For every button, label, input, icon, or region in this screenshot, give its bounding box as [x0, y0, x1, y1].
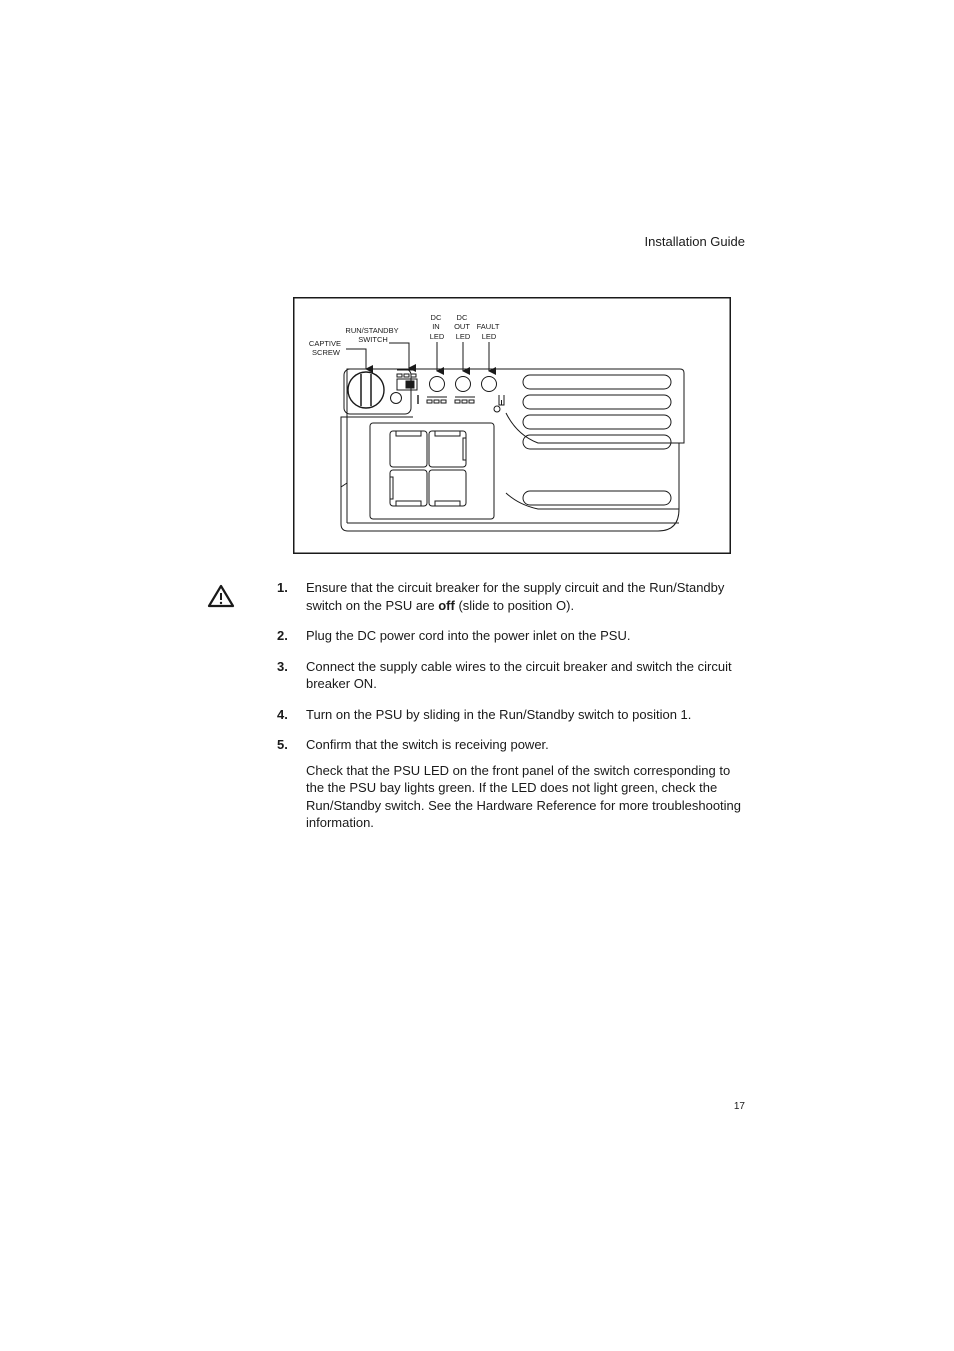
callout-run-standby-switch: RUN/STANDBY SWITCH	[345, 326, 399, 344]
fault-led	[482, 377, 505, 413]
step-number: 4.	[277, 706, 288, 722]
step-text: Ensure that the circuit breaker for the supply circuit and the Run/Standby switch on the PSU are off (slide to position O).	[306, 580, 725, 613]
captive-screw	[344, 369, 411, 414]
step-text: Turn on the PSU by sliding in the Run/Standby switch to position 1.	[306, 706, 692, 722]
callout-captive-screw: CAPTIVE SCREW	[308, 339, 341, 357]
installation-steps	[277, 579, 747, 845]
running-header: Installation Guide	[644, 234, 745, 249]
dc-out-led	[455, 377, 475, 404]
callout-dc-out-led: DC OUT LED	[454, 313, 471, 341]
step-4	[277, 706, 747, 724]
emphasis-off: off	[438, 597, 455, 613]
step-5	[277, 736, 747, 832]
power-inlet	[370, 423, 494, 519]
callout-arrows	[346, 342, 489, 371]
step-note: Check that the PSU LED on the front panel of the switch corresponding to the the PSU bay lights green. If the LED does not light green, check the Run/Standby switch. See the Hardware Reference for more troubleshooting information.	[306, 762, 742, 830]
step-number: 2.	[277, 628, 288, 643]
run-standby-switch	[391, 370, 419, 404]
step-text: Confirm that the switch is receiving power.	[306, 737, 549, 752]
callout-dc-in-led: DC IN LED	[429, 313, 445, 341]
step-number: 1.	[277, 580, 288, 595]
warning-triangle-icon	[207, 584, 235, 608]
step-text: Connect the supply cable wires to the circuit breaker and switch the circuit breaker ON.	[306, 658, 732, 691]
step-text: Plug the DC power cord into the power inlet on the PSU.	[306, 628, 631, 643]
step-3	[277, 658, 747, 693]
ventilation-slots	[506, 375, 684, 509]
step-1	[277, 579, 747, 614]
step-number: 5.	[277, 737, 288, 752]
page-number: 17	[733, 1101, 745, 1112]
step-2	[277, 627, 747, 645]
dc-in-led	[427, 377, 447, 404]
psu-front-panel-figure	[293, 297, 731, 554]
psu-diagram	[293, 297, 731, 554]
step-number: 3.	[277, 658, 288, 674]
callout-fault-led: FAULT LED	[476, 322, 500, 341]
